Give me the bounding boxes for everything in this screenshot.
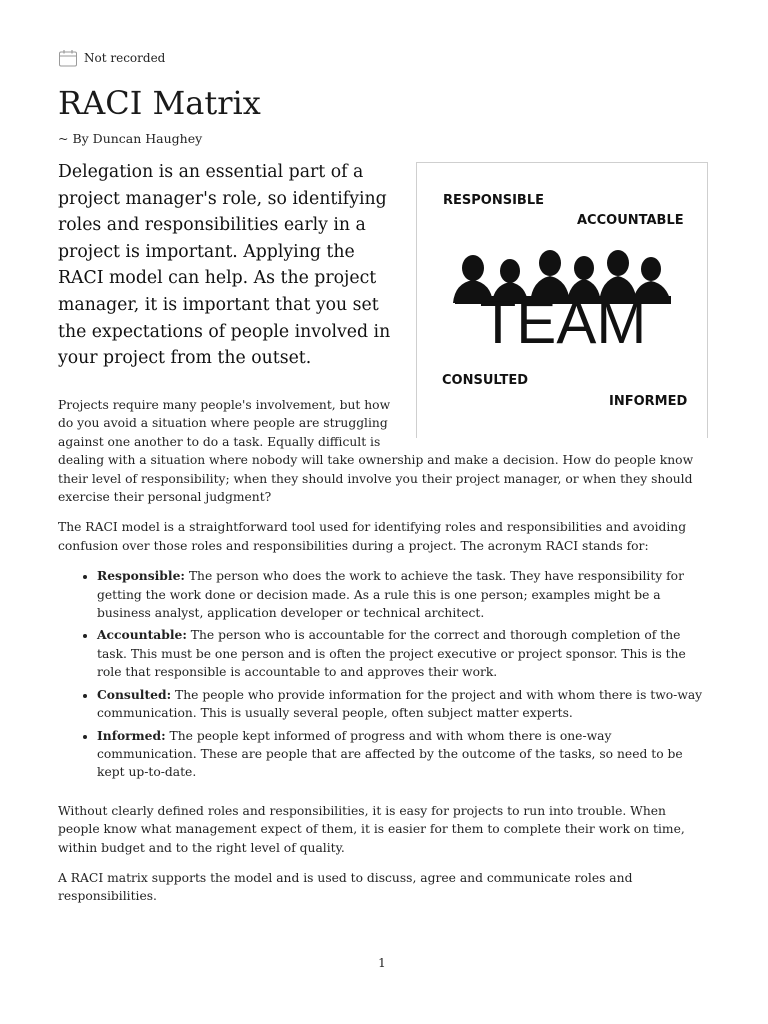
raci-item-informed: • Informed: The people kept informed of progress and with whom there is one-way communication. These are people that are affected by the outcome of the tasks, so need to be kept up-to-date. xyxy=(97,727,710,782)
raci-item-responsible: • Responsible: The person who does the work to achieve the task. They have responsibility for getting the work done or decision made. As a rule this is one person; examples might be a business analyst, application developer or technical architect. xyxy=(97,567,710,622)
figure-responsible-label: RESPONSIBLE xyxy=(443,193,544,208)
figure-wrap-spacer xyxy=(400,396,710,442)
figure-team-label: TEAM xyxy=(479,289,647,356)
paragraph-raci-model: The RACI model is a straightforward tool used for identifying roles and responsibilities and avoiding confusion over those roles and responsibilities during a project. The acronym RACI stands for: xyxy=(58,520,687,553)
date-row xyxy=(58,47,165,69)
raci-item-consulted: • Consulted: The people who provide information for the project and with whom there is two-way communication. This is usually several people, often subject matter experts. xyxy=(97,686,710,723)
paragraph-raci-matrix: A RACI matrix supports the model and is used to discuss, agree and communicate roles and responsibilities. xyxy=(58,870,633,904)
date-text: Not recorded xyxy=(84,51,166,65)
author-byline: ~ By Duncan Haughey xyxy=(58,131,203,146)
figure-accountable-label: ACCOUNTABLE xyxy=(577,213,684,228)
calendar-icon xyxy=(58,48,78,68)
figure-informed-label: INFORMED xyxy=(609,394,688,409)
body-text xyxy=(58,396,710,918)
paragraph-roles: Without clearly defined roles and responsibilities, it is easy for projects to run into trouble. When people know what management expect of them, it is easier for them to complete their work on time, within budget and to the right level of quality. xyxy=(58,803,685,855)
page-title: RACI Matrix xyxy=(58,84,261,122)
paragraph-intro: Projects require many people's involvement, but how do you avoid a situation where people are struggling against one another to do a task. Equally difficult is dealing with a situation where nobody will take ownership and make a decision. How do people know their level of responsibility; when they should involve you their project manager, or when they should exercise their personal judgment? xyxy=(58,398,694,505)
raci-item-accountable: • Accountable: The person who is accountable for the correct and thorough completion of the task. This must be one person and is often the project executive or project sponsor. This is the role that responsible is accountable to and approves their work. xyxy=(97,626,710,681)
raci-list xyxy=(58,567,710,781)
lead-paragraph: Delegation is an essential part of a project manager's role, so identifying roles and responsibilities early in a project is important. Applying the RACI model can help. As the project manager, it is important that you set the expectations of people involved in your project from the outset. xyxy=(58,162,391,369)
page-number: 1 xyxy=(378,956,386,970)
figure-consulted-label: CONSULTED xyxy=(442,373,529,388)
